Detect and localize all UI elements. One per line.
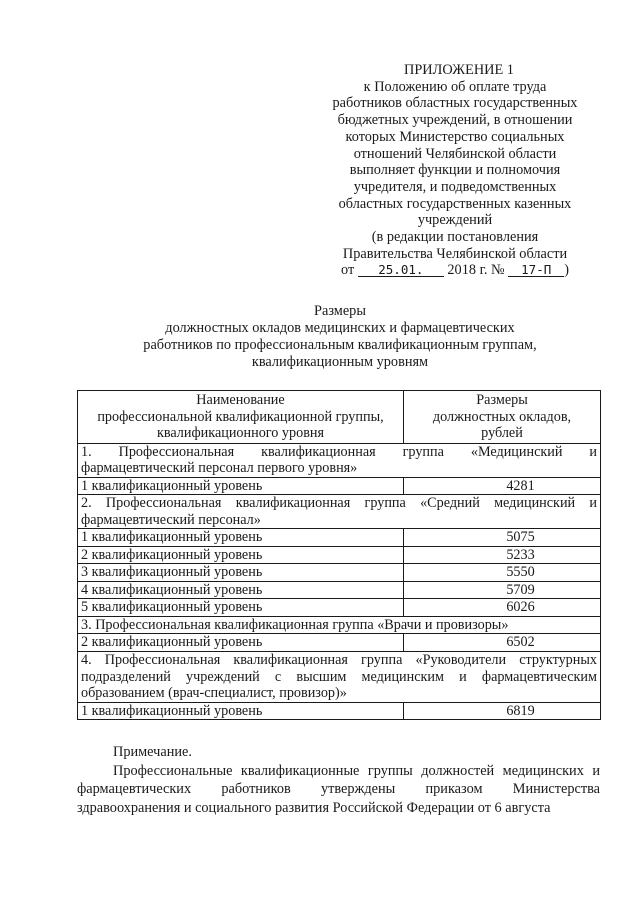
appendix-line: к Положению об оплате труда bbox=[363, 78, 547, 95]
table-row bbox=[78, 599, 601, 617]
closing-paren: ) bbox=[564, 262, 569, 279]
heading-line: должностных окладов медицинских и фармацевтических bbox=[165, 320, 515, 336]
table-row bbox=[78, 702, 601, 720]
resolution-date: 25.01. bbox=[358, 263, 444, 277]
appendix-line: учредителя, и подведомственных bbox=[353, 178, 557, 195]
table-row-group bbox=[78, 616, 601, 634]
appendix-line: областных государственных казенных bbox=[338, 195, 572, 212]
salary-value: 5233 bbox=[404, 546, 601, 564]
appendix-line: работников областных государственных bbox=[332, 95, 578, 112]
level-name: 5 квалификационный уровень bbox=[78, 599, 404, 617]
level-name: 1 квалификационный уровень bbox=[78, 529, 404, 547]
resolution-date-line bbox=[318, 262, 592, 279]
header-salary: Размеры должностных окладов, рублей bbox=[404, 391, 601, 444]
level-name: 1 квалификационный уровень bbox=[78, 702, 404, 720]
group-title: 2. Профессиональная квалификационная группа «Средний медицинский и фармацевтический персонал» bbox=[78, 495, 601, 529]
appendix-line: отношений Челябинской области bbox=[353, 145, 557, 162]
level-name: 2 квалификационный уровень bbox=[78, 546, 404, 564]
level-name: 4 квалификационный уровень bbox=[78, 581, 404, 599]
header-group-name: Наименование профессиональной квалификационной группы, квалификационного уровня bbox=[78, 391, 404, 444]
heading-line: квалификационным уровням bbox=[251, 354, 429, 370]
appendix-line: выполняет функции и полномочия bbox=[349, 162, 561, 179]
table-row bbox=[78, 581, 601, 599]
salary-value: 6026 bbox=[404, 599, 601, 617]
appendix-title: ПРИЛОЖЕНИЕ 1 bbox=[404, 62, 514, 78]
appendix-block bbox=[318, 62, 592, 279]
table-row bbox=[78, 634, 601, 652]
salary-value: 6819 bbox=[404, 702, 601, 720]
date-suffix: 2018 г. № bbox=[447, 262, 505, 279]
table-header-row bbox=[78, 391, 601, 444]
table-row bbox=[78, 546, 601, 564]
table-row bbox=[78, 477, 601, 495]
table-body bbox=[78, 443, 601, 720]
table-row-group bbox=[78, 495, 601, 529]
table-row bbox=[78, 564, 601, 582]
appendix-line: учреждений bbox=[417, 212, 493, 229]
level-name: 3 квалификационный уровень bbox=[78, 564, 404, 582]
salary-value: 6502 bbox=[404, 634, 601, 652]
group-title: 4. Профессиональная квалификационная группа «Руководители структурных подразделений учреждений с высшим медицинским и фармацевтическим образованием (врач-специалист, провизор)» bbox=[78, 651, 601, 702]
table-row-group bbox=[78, 651, 601, 702]
table-row-group bbox=[78, 443, 601, 477]
note-text: Профессиональные квалификационные группы должностей медицинских и фармацевтических работников утверждены приказом Министерства здравоохранения и социального развития Российской Федерации от 6 августа bbox=[77, 762, 600, 816]
salary-value: 5075 bbox=[404, 529, 601, 547]
appendix-line: которых Министерство социальных bbox=[345, 128, 565, 145]
note-block bbox=[77, 743, 600, 817]
group-title: 1. Профессиональная квалификационная группа «Медицинский и фармацевтический персонал первого уровня» bbox=[78, 443, 601, 477]
level-name: 2 квалификационный уровень bbox=[78, 634, 404, 652]
salary-value: 5550 bbox=[404, 564, 601, 582]
note-label: Примечание. bbox=[113, 744, 192, 760]
table-row bbox=[78, 529, 601, 547]
appendix-line: бюджетных учреждений, в отношении bbox=[337, 112, 573, 129]
heading-line: Размеры bbox=[314, 303, 366, 319]
heading-line: работников по профессиональным квалификационным группам, bbox=[143, 337, 537, 353]
date-prefix: от bbox=[341, 262, 355, 279]
resolution-number: 17-П bbox=[508, 263, 564, 277]
document-heading bbox=[80, 303, 600, 371]
salary-value: 5709 bbox=[404, 581, 601, 599]
appendix-line: Правительства Челябинской области bbox=[342, 245, 568, 262]
level-name: 1 квалификационный уровень bbox=[78, 477, 404, 495]
appendix-line: (в редакции постановления bbox=[371, 229, 539, 246]
group-title: 3. Профессиональная квалификационная группа «Врачи и провизоры» bbox=[78, 616, 601, 634]
salary-table bbox=[77, 390, 601, 720]
salary-value: 4281 bbox=[404, 477, 601, 495]
